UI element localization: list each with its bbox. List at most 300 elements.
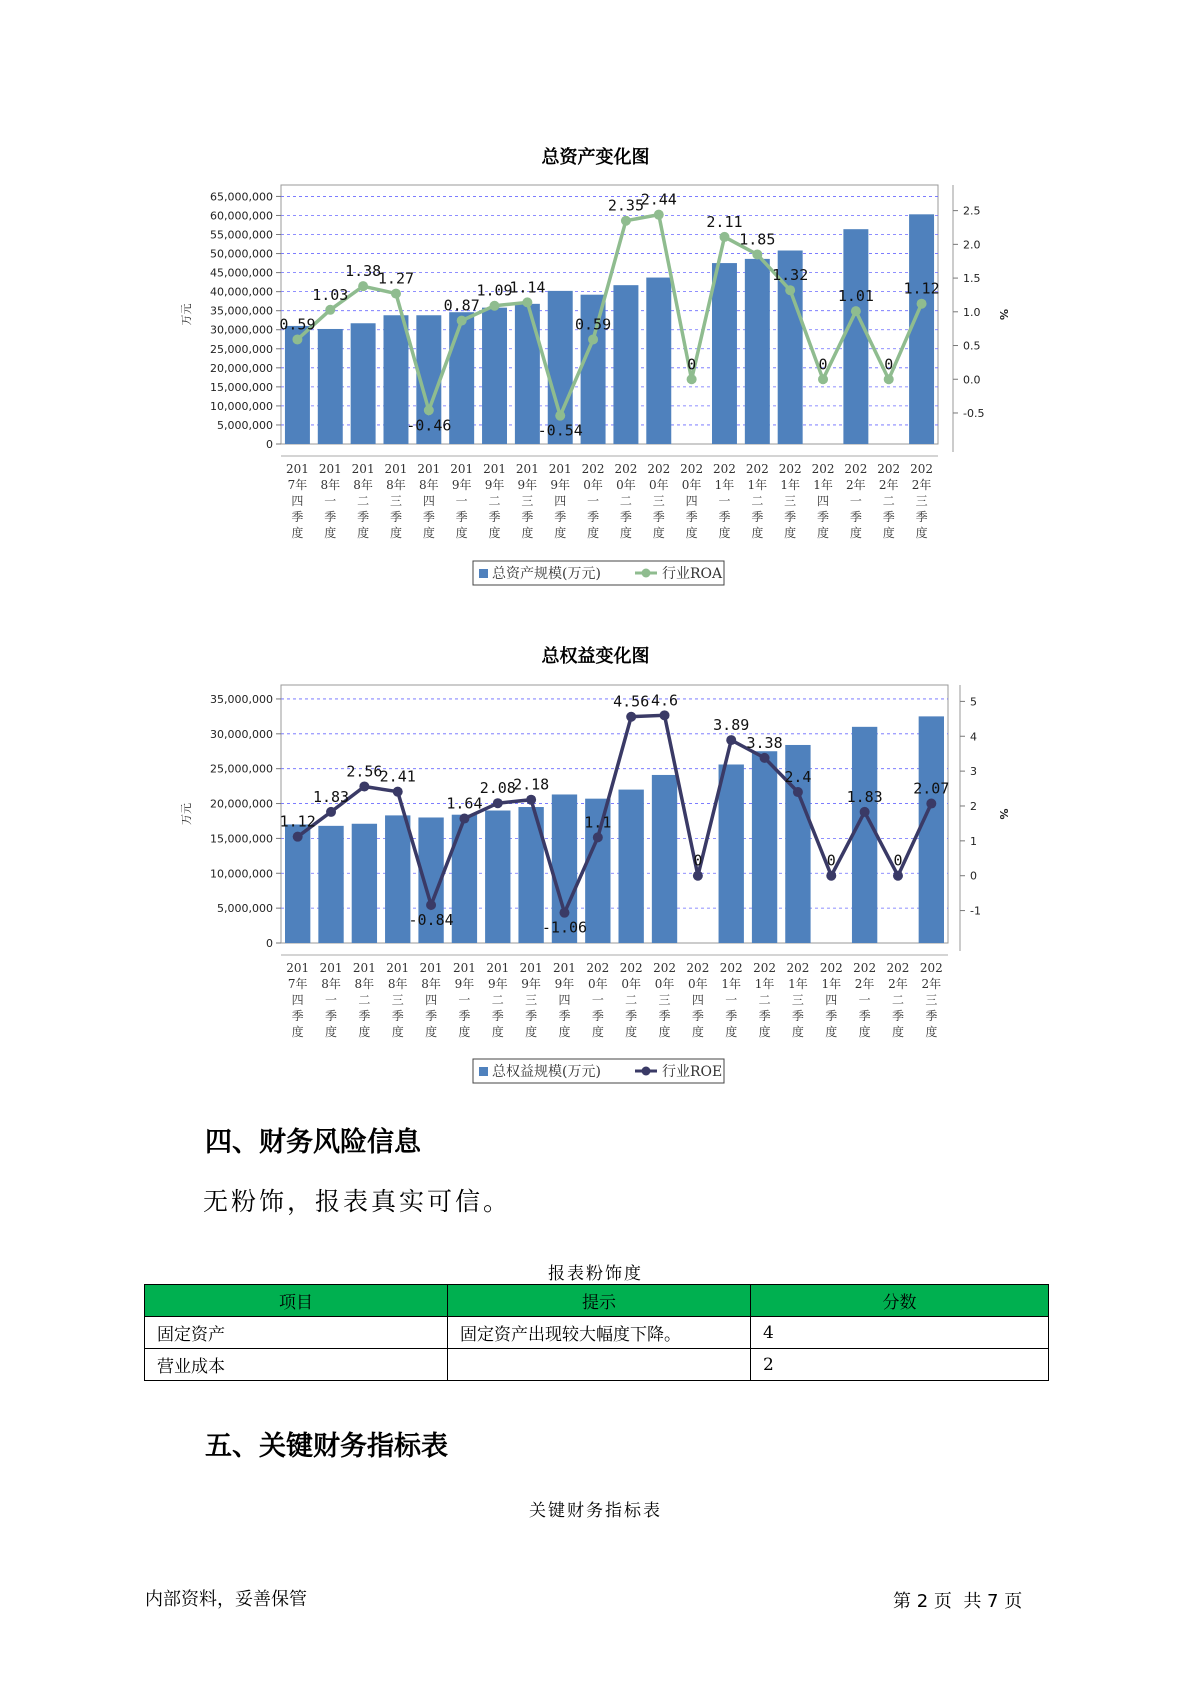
category-label: 二 [488, 494, 501, 508]
category-label: 度 [718, 526, 731, 540]
left-tick-label: 40,000,000 [210, 285, 273, 299]
category-label: 度 [652, 526, 665, 540]
left-tick-label: 25,000,000 [210, 342, 273, 356]
line-point [660, 710, 670, 720]
category-label: 9年 [484, 478, 505, 492]
category-label: 三 [389, 494, 402, 508]
category-label: 季 [718, 510, 731, 524]
category-label: 度 [358, 1025, 371, 1039]
category-label: 0年 [681, 478, 702, 492]
category-label: 202 [686, 961, 710, 975]
category-label: 一 [587, 494, 600, 508]
data-label: 0.87 [443, 296, 480, 315]
data-label: -0.54 [537, 421, 583, 440]
category-label: 201 [417, 462, 441, 476]
line-point [826, 871, 836, 881]
data-label: -1.06 [541, 918, 588, 937]
line-point [621, 216, 631, 226]
legend-bar-swatch [479, 569, 488, 578]
indicator-table-caption: 关键财务指标表 [529, 1501, 662, 1521]
category-label: 季 [658, 1009, 671, 1023]
category-label: 9年 [521, 977, 541, 991]
total-assets-chart [0, 175, 1191, 615]
right-tick-label: 0.5 [963, 339, 981, 353]
line-point [760, 753, 770, 763]
category-label: 1年 [821, 977, 842, 991]
category-label: 季 [425, 1009, 438, 1023]
line-point [588, 334, 598, 344]
bar [852, 727, 877, 943]
category-label: 度 [658, 1025, 671, 1039]
category-label: 8年 [320, 478, 341, 492]
bar [352, 824, 377, 943]
line-point [851, 306, 861, 316]
line-point [752, 249, 762, 259]
data-label: 1.27 [377, 269, 415, 288]
line-point [726, 735, 736, 745]
category-label: 度 [725, 1025, 738, 1039]
line-point [359, 781, 369, 791]
category-label: 二 [619, 494, 632, 508]
left-tick-label: 25,000,000 [210, 762, 273, 776]
category-label: 201 [553, 961, 576, 975]
category-label: 度 [455, 526, 468, 540]
category-label: 度 [422, 526, 435, 540]
line-point [719, 232, 729, 242]
category-label: 季 [525, 1009, 538, 1023]
category-label: 1年 [714, 478, 735, 492]
category-label: 季 [554, 510, 567, 524]
data-label: 3.89 [713, 716, 750, 735]
bar [482, 308, 507, 444]
category-label: 季 [391, 1009, 404, 1023]
category-label: 季 [587, 510, 600, 524]
bar [843, 229, 868, 444]
bar [712, 263, 737, 444]
category-label: 季 [791, 1009, 804, 1023]
category-label: 季 [291, 510, 304, 524]
category-label: 季 [849, 510, 862, 524]
category-label: 0年 [621, 977, 641, 991]
category-label: 季 [458, 1009, 471, 1023]
data-label: 2.08 [479, 779, 516, 798]
bar [652, 775, 677, 943]
category-label: 二 [751, 494, 764, 508]
category-label: 四 [817, 494, 830, 508]
line-point [325, 305, 335, 315]
bar [619, 790, 644, 943]
category-label: 度 [521, 526, 534, 540]
risk-table-caption: 报表粉饰度 [548, 1264, 643, 1284]
category-label: 2年 [888, 977, 908, 991]
line-point [893, 871, 903, 881]
line-point [917, 299, 927, 309]
data-label: 1.03 [312, 285, 349, 304]
category-label: 三 [525, 993, 538, 1007]
category-label: 四 [691, 993, 704, 1007]
cell-score: 2 [751, 1349, 1049, 1381]
right-tick-label: -0.5 [963, 406, 985, 420]
category-label: 度 [817, 526, 830, 540]
category-label: 202 [853, 961, 877, 975]
category-label: 202 [778, 462, 802, 476]
category-label: 9年 [554, 977, 575, 991]
category-label: 201 [286, 961, 310, 975]
category-label: 度 [915, 526, 928, 540]
category-label: 201 [515, 462, 539, 476]
line-point [559, 908, 569, 918]
category-label: 季 [817, 510, 830, 524]
category-label: 8年 [386, 478, 406, 492]
category-label: 202 [653, 961, 676, 975]
category-label: 201 [483, 462, 506, 476]
left-axis-label: 万元 [180, 803, 193, 825]
category-label: 一 [858, 993, 871, 1007]
category-label: 三 [925, 993, 938, 1007]
category-label: 度 [925, 1025, 938, 1039]
legend-line-marker [642, 1067, 651, 1076]
data-label: 1.83 [846, 787, 883, 806]
category-label: 202 [919, 961, 943, 975]
line-point [459, 814, 469, 824]
category-label: 度 [587, 526, 600, 540]
category-label: 9年 [517, 478, 538, 492]
category-label: 度 [391, 1025, 404, 1039]
category-label: 8年 [421, 977, 441, 991]
line-point [526, 795, 536, 805]
cell-hint: 固定资产出现较大幅度下降。 [448, 1317, 751, 1349]
category-label: 202 [614, 462, 638, 476]
left-tick-label: 50,000,000 [210, 247, 273, 261]
legend-bar-swatch [479, 1067, 488, 1076]
left-tick-label: 30,000,000 [210, 727, 273, 741]
line-point [426, 900, 436, 910]
bar [351, 323, 376, 444]
data-label: 0 [818, 355, 828, 374]
category-label: 季 [521, 510, 534, 524]
line-point [326, 807, 336, 817]
category-label: 202 [745, 462, 769, 476]
header-score: 分数 [751, 1285, 1049, 1317]
category-label: 201 [319, 961, 343, 975]
category-label: 度 [357, 526, 370, 540]
category-label: 一 [458, 993, 471, 1007]
category-label: 201 [452, 961, 476, 975]
category-label: 季 [619, 510, 632, 524]
line-point [457, 316, 467, 326]
left-tick-label: 5,000,000 [217, 902, 273, 916]
line-point [522, 297, 532, 307]
category-label: 1年 [813, 478, 833, 492]
category-label: 0年 [588, 977, 608, 991]
category-label: 四 [825, 993, 838, 1007]
category-label: 三 [652, 494, 665, 508]
right-tick-label: -1 [970, 904, 981, 918]
category-label: 度 [751, 526, 764, 540]
data-label: 1.09 [476, 281, 513, 300]
category-label: 9年 [487, 977, 508, 991]
category-label: 0年 [654, 977, 675, 991]
right-tick-label: 2 [970, 799, 977, 813]
right-tick-label: 5 [970, 695, 977, 709]
category-label: 季 [591, 1009, 604, 1023]
category-label: 度 [458, 1025, 471, 1039]
category-label: 8年 [387, 977, 408, 991]
left-tick-label: 35,000,000 [210, 304, 273, 318]
left-tick-label: 15,000,000 [210, 380, 273, 394]
category-label: 202 [844, 462, 868, 476]
bar [385, 815, 410, 943]
data-label: 2.4 [784, 768, 812, 787]
category-label: 一 [325, 993, 338, 1007]
category-label: 201 [318, 462, 342, 476]
left-tick-label: 20,000,000 [210, 797, 273, 811]
category-label: 度 [291, 1025, 304, 1039]
line-point [391, 289, 401, 299]
category-label: 度 [825, 1025, 838, 1039]
cell-score: 4 [751, 1317, 1049, 1349]
risk-table-header-row [145, 1285, 1049, 1317]
right-axis-label: % [997, 808, 1010, 820]
left-axis-label: 万元 [180, 303, 193, 326]
category-label: 三 [658, 993, 671, 1007]
category-label: 9年 [454, 977, 475, 991]
cell-hint [448, 1349, 751, 1381]
category-label: 季 [422, 510, 435, 524]
line-point [358, 281, 368, 291]
data-label: 1.01 [837, 287, 874, 306]
category-label: 一 [591, 993, 604, 1007]
category-label: 三 [521, 494, 534, 508]
category-label: 季 [915, 510, 928, 524]
category-label: 度 [425, 1025, 438, 1039]
category-label: 季 [291, 1009, 304, 1023]
data-label: 3.38 [746, 733, 783, 752]
footer-confidential: 内部资料，妥善保管 [145, 1589, 307, 1610]
left-tick-label: 35,000,000 [210, 692, 273, 706]
chart2-title: 总权益变化图 [541, 646, 650, 667]
header-hint: 提示 [448, 1285, 751, 1317]
right-tick-label: 1 [970, 834, 977, 848]
left-tick-label: 55,000,000 [210, 228, 273, 242]
category-label: 9年 [550, 478, 571, 492]
data-label: 2.56 [346, 762, 383, 781]
category-label: 201 [386, 961, 410, 975]
category-label: 202 [910, 462, 934, 476]
right-tick-label: 0 [970, 869, 977, 883]
data-label: 1.1 [584, 813, 612, 832]
data-label: 1.85 [739, 230, 776, 249]
category-label: 度 [488, 526, 501, 540]
data-label: 1.12 [903, 279, 940, 298]
category-label: 季 [784, 510, 797, 524]
category-label: 201 [419, 961, 443, 975]
data-label: 1.83 [312, 787, 350, 806]
category-label: 季 [825, 1009, 838, 1023]
category-label: 202 [586, 961, 610, 975]
left-tick-label: 5,000,000 [217, 418, 273, 432]
data-label: 2.11 [706, 212, 743, 231]
data-label: 2.18 [513, 775, 550, 794]
category-label: 201 [351, 462, 375, 476]
category-label: 二 [357, 494, 370, 508]
category-label: 度 [625, 1025, 638, 1039]
left-tick-label: 10,000,000 [210, 399, 273, 413]
category-label: 三 [391, 993, 404, 1007]
data-label: 0.59 [279, 315, 316, 334]
section5-heading: 五、关键财务指标表 [205, 1431, 448, 1462]
category-label: 三 [915, 494, 928, 508]
legend-bar-label: 总资产规模(万元) [492, 566, 601, 582]
line-point [493, 798, 503, 808]
line-point [884, 374, 894, 384]
category-label: 度 [389, 526, 402, 540]
cell-item: 营业成本 [145, 1349, 448, 1381]
right-tick-label: 3 [970, 765, 977, 779]
bar [449, 312, 474, 444]
right-axis-label: % [997, 308, 1010, 321]
line-point [785, 285, 795, 295]
category-label: 202 [581, 462, 605, 476]
category-label: 季 [357, 510, 370, 524]
category-label: 一 [324, 494, 337, 508]
bar [752, 751, 777, 943]
bar [318, 329, 343, 444]
category-label: 季 [751, 510, 764, 524]
data-label: 1.32 [772, 266, 809, 285]
category-label: 201 [450, 462, 474, 476]
legend-bar-label: 总权益规模(万元) [492, 1064, 601, 1080]
category-label: 季 [558, 1009, 571, 1023]
category-label: 二 [358, 993, 371, 1007]
left-tick-label: 60,000,000 [210, 209, 273, 223]
risk-conclusion: 无粉饰，报表真实可信。 [203, 1187, 512, 1216]
table-row [145, 1349, 1049, 1381]
line-point [424, 405, 434, 415]
category-label: 202 [886, 961, 910, 975]
data-label: 1.14 [509, 278, 546, 297]
line-point [555, 411, 565, 421]
category-label: 202 [680, 462, 704, 476]
right-tick-label: 0.0 [963, 373, 981, 387]
bar [909, 214, 934, 444]
category-label: 二 [625, 993, 638, 1007]
category-label: 2年 [911, 478, 932, 492]
category-label: 9年 [451, 478, 472, 492]
left-tick-label: 10,000,000 [210, 867, 273, 881]
data-label: 4.6 [650, 691, 679, 710]
line-point [626, 712, 636, 722]
category-label: 季 [358, 1009, 371, 1023]
category-label: 202 [819, 961, 843, 975]
category-label: 四 [554, 494, 567, 508]
category-label: 一 [849, 494, 862, 508]
category-label: 0年 [648, 478, 669, 492]
category-label: 201 [352, 961, 376, 975]
data-label: 1.64 [446, 794, 483, 813]
category-label: 度 [691, 1025, 704, 1039]
data-label: 2.35 [607, 196, 644, 215]
category-label: 7年 [287, 478, 308, 492]
line-point [292, 334, 302, 344]
bar [318, 826, 343, 943]
data-label: 1.38 [345, 262, 382, 281]
category-label: 度 [491, 1025, 504, 1039]
risk-table [144, 1284, 1049, 1381]
category-label: 季 [882, 510, 895, 524]
category-label: 度 [291, 526, 304, 540]
line-point [860, 807, 870, 817]
right-tick-label: 1.0 [963, 305, 981, 319]
bar [515, 304, 540, 444]
category-label: 季 [652, 510, 665, 524]
data-label: -0.84 [408, 910, 454, 929]
category-label: 度 [891, 1025, 904, 1039]
line-point [393, 787, 403, 797]
bar [919, 716, 944, 943]
category-label: 二 [891, 993, 904, 1007]
category-label: 三 [791, 993, 804, 1007]
bar [646, 278, 671, 444]
category-label: 201 [285, 462, 309, 476]
data-label: 1.12 [279, 812, 316, 831]
category-label: 0年 [616, 478, 636, 492]
category-label: 四 [422, 494, 435, 508]
category-label: 季 [685, 510, 698, 524]
line-point [593, 832, 603, 842]
category-label: 季 [491, 1009, 504, 1023]
category-label: 201 [548, 462, 572, 476]
category-label: 四 [558, 993, 571, 1007]
category-label: 季 [455, 510, 468, 524]
line-point [926, 799, 936, 809]
data-label: 2.44 [640, 190, 677, 209]
cell-item: 固定资产 [145, 1317, 448, 1349]
legend-line-marker [642, 569, 651, 578]
left-tick-label: 0 [266, 937, 273, 950]
category-label: 度 [619, 526, 632, 540]
category-label: 201 [486, 961, 510, 975]
category-label: 四 [685, 494, 698, 508]
line-point [293, 832, 303, 842]
total-equity-chart [0, 675, 1191, 1115]
category-label: 度 [858, 1025, 871, 1039]
category-label: 202 [647, 462, 671, 476]
category-label: 201 [519, 961, 543, 975]
category-label: 度 [784, 526, 797, 540]
category-label: 202 [713, 462, 736, 476]
category-label: 四 [425, 993, 438, 1007]
category-label: 一 [455, 494, 468, 508]
legend-line-label: 行业ROE [662, 1064, 723, 1080]
left-tick-label: 30,000,000 [210, 323, 273, 337]
footer-page-number: 第 2 页 共 7 页 [893, 1591, 1023, 1612]
category-label: 季 [925, 1009, 938, 1023]
category-label: 季 [625, 1009, 638, 1023]
bar [485, 811, 510, 943]
data-label: 0 [893, 851, 903, 870]
line-point [818, 374, 828, 384]
category-label: 202 [786, 961, 810, 975]
right-tick-label: 2.5 [963, 204, 981, 218]
data-label: 0 [693, 851, 703, 870]
category-label: 8年 [321, 977, 341, 991]
category-label: 季 [324, 510, 337, 524]
category-label: 8年 [419, 478, 439, 492]
data-label: 4.56 [613, 692, 650, 711]
category-label: 1年 [780, 478, 800, 492]
bar [613, 285, 638, 444]
